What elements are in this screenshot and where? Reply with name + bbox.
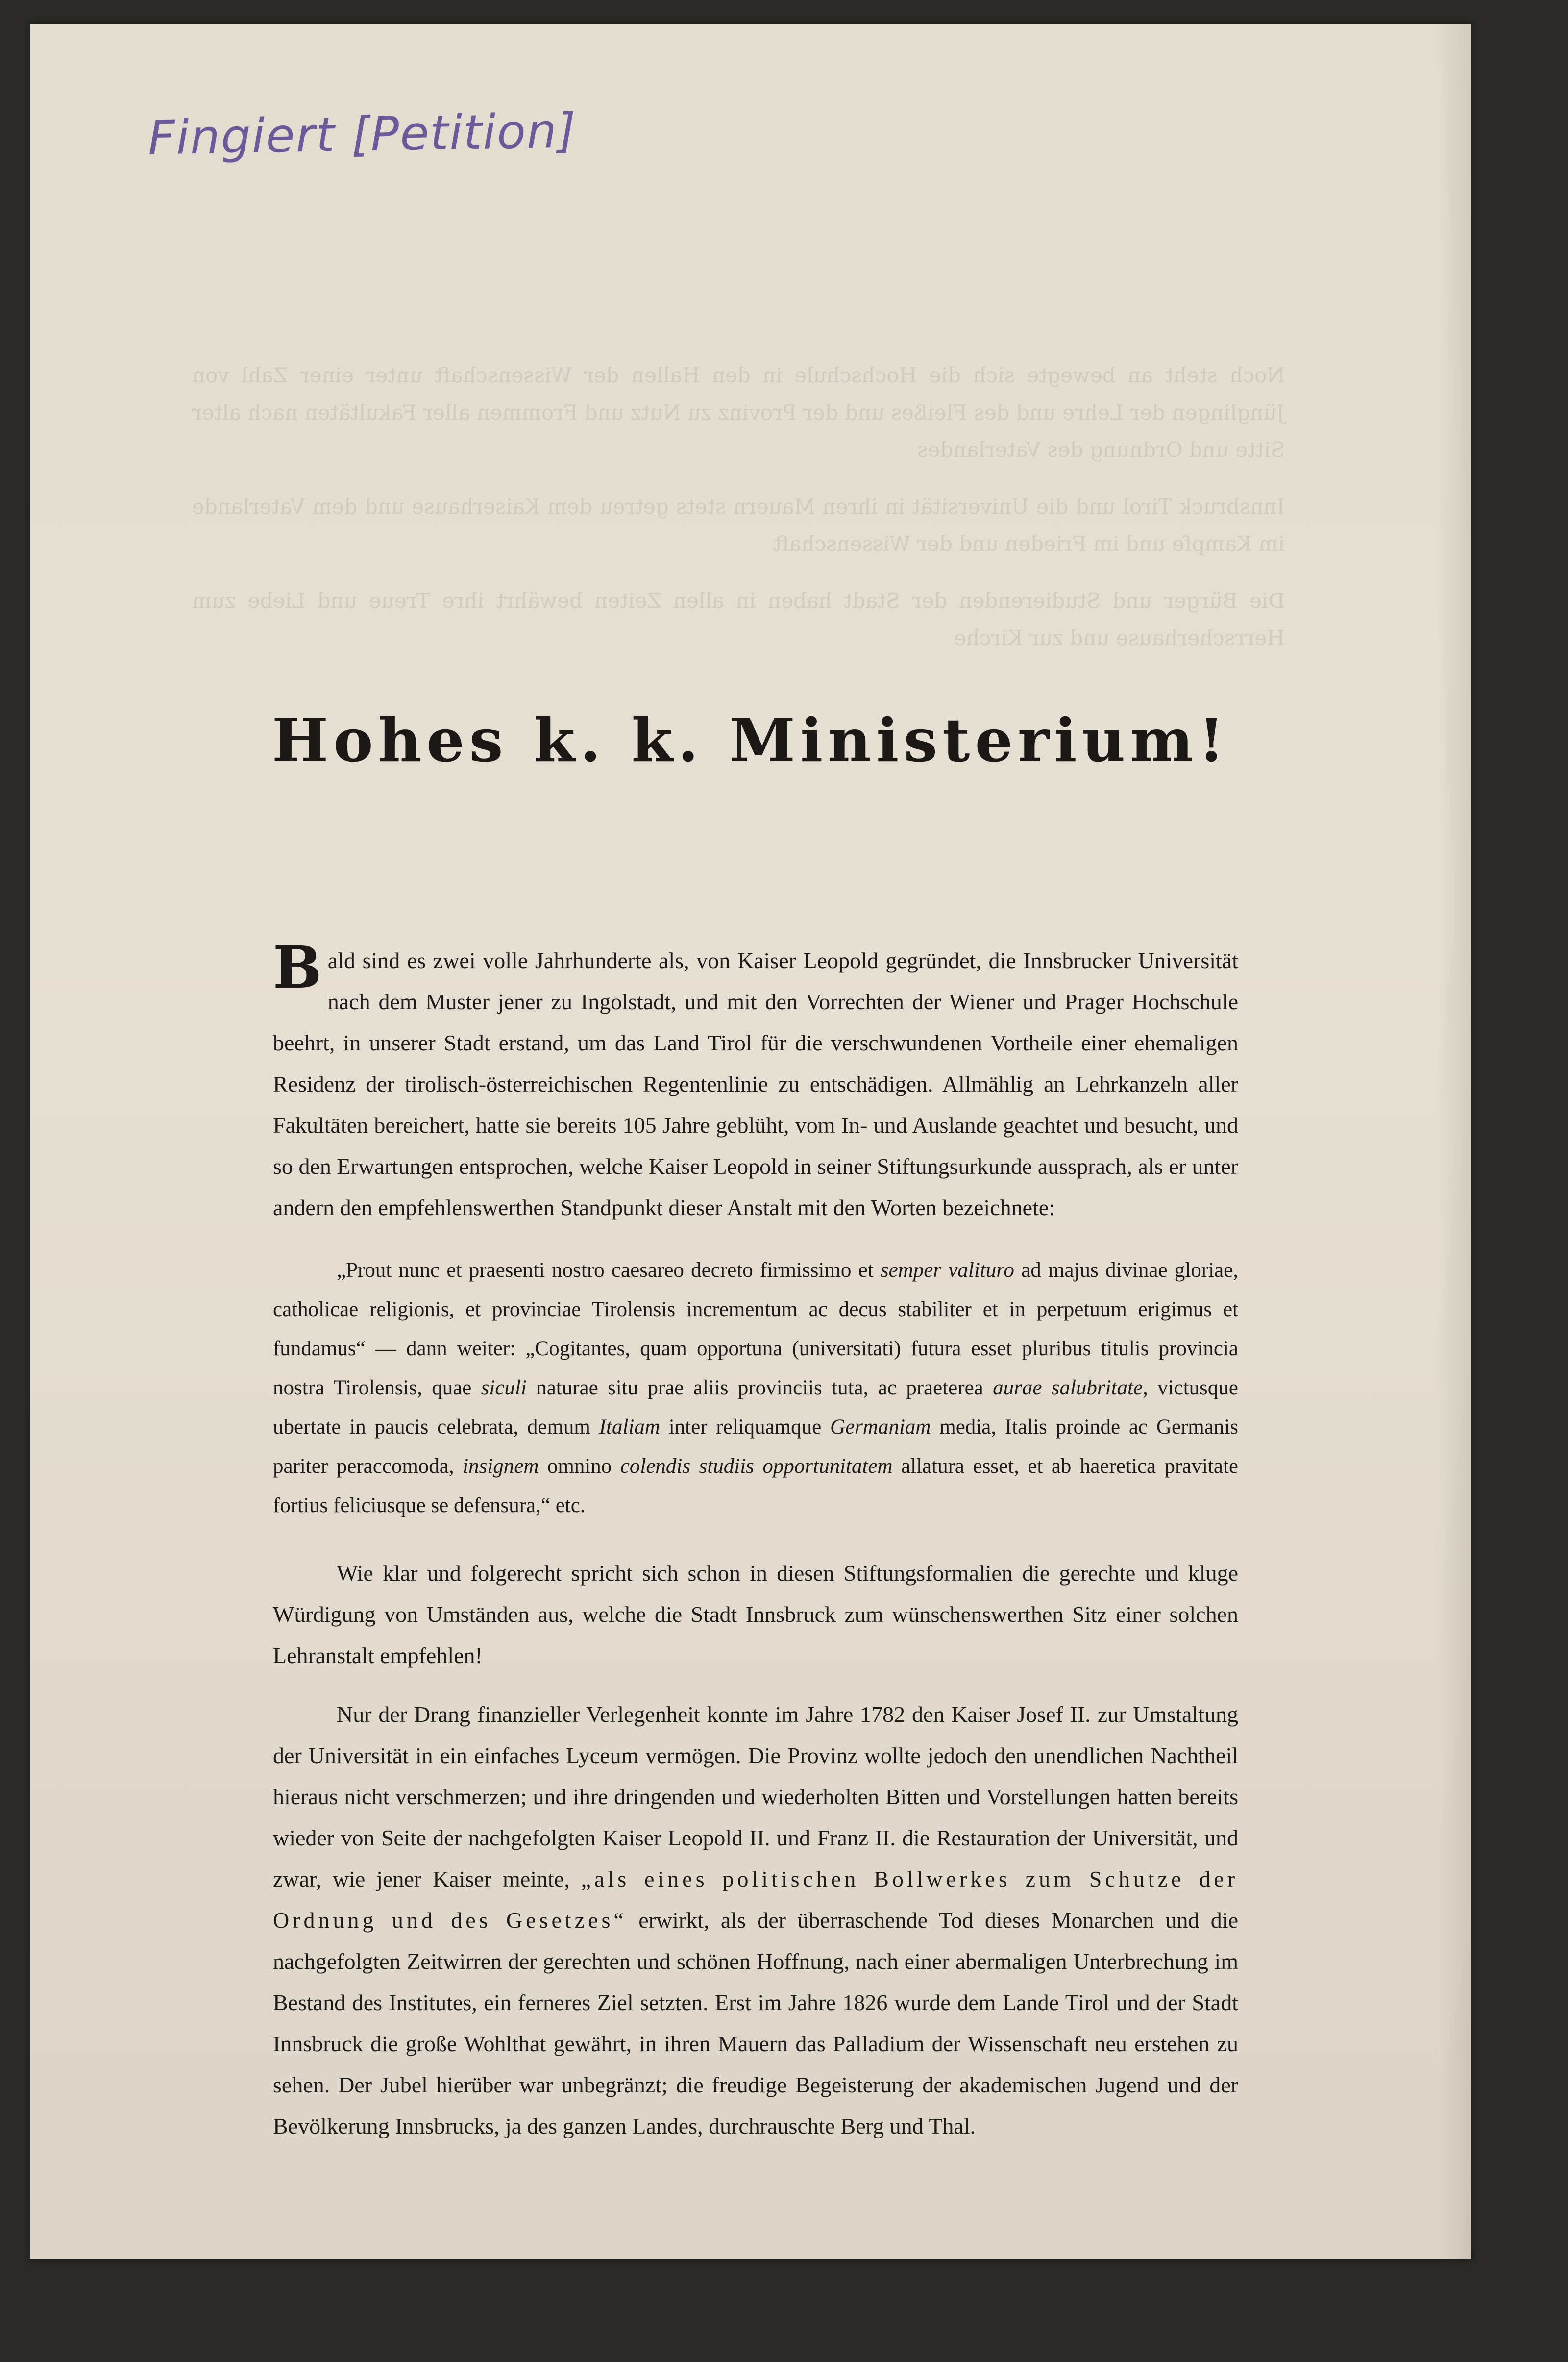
history-text: erwirkt, als der überraschende Tod dieses Monarchen und die nachgefolgten Zeitwirren der gerechten und schönen Hoffnung, nach einer abermaligen Unterbrechung im Bestand des Institutes, ein ferneres Ziel setzten. Erst im Jahre 1826 wurde dem Lande Tirol und der Stadt Innsbruck die große Wohlthat gewährt, in ihren Mauern das Palladium der Wissenschaft neu erstehen zu sehen. Der Jubel hierüber war unbegränzt; die freudige Begeisterung der akademischen Jugend und der Bevölkerung Innsbrucks, ja des ganzen Landes, durchrauschte Berg und Thal. xyxy=(273,1908,1238,2138)
paragraph-foundation-praise: Wie klar und folgerecht spricht sich schon in diesen Stiftungsformalien die gerechte und kluge Würdigung von Umständen aus, welche die Stadt Innsbruck zum wünschenswerthen Sitz einer solchen Lehranstalt empfehlen! xyxy=(273,1561,1238,1668)
document-body xyxy=(273,933,1239,2164)
quote-emphasis: colendis studiis opportunitatem xyxy=(620,1455,893,1478)
quote-text: inter reliquamque xyxy=(660,1416,831,1439)
document-title: Hohes k. k. Ministerium! xyxy=(271,705,1230,775)
quote-emphasis: siculi xyxy=(481,1376,527,1399)
quote-emphasis: Italiam xyxy=(599,1416,660,1439)
paragraph-foundation: Bald sind es zwei volle Jahrhunderte als, von Kaiser Leopold gegründet, die Innsbrucker Universität nach dem Muster jener zu Ingolstadt, und mit den Vorrechten der Wiener und Prager Hochschule beehrt, in unserer Stadt erstand, um das Land Tirol für die verschwundenen Vortheile einer ehemaligen Residenz der tirolisch-österreichischen Regentenlinie zu entschädigen. Allmählig an Lehrkanzeln aller Fakultäten bereichert, hatte sie bereits 105 Jahre geblüht, vom In- und Auslande geachtet und besucht, und so den Erwartungen entsprochen, welche Kaiser Leopold in seiner Stiftungsurkunde aussprach, als er unter andern den empfehlenswerthen Standpunkt dieser Anstalt mit den Worten bezeichnete: xyxy=(273,933,1238,1220)
document-page xyxy=(30,24,1471,2259)
latin-quotation xyxy=(273,1246,1238,1535)
quote-emphasis: insignem xyxy=(463,1455,539,1478)
quote-emphasis: aurae salubritate xyxy=(993,1376,1143,1399)
quote-text: „Prout nunc et praesenti nostro caesareo decreto firmissimo et xyxy=(337,1259,881,1282)
quote-emphasis: semper valituro xyxy=(880,1259,1014,1282)
quote-text: ad majus divinae gloriae, catholicae religionis, et provinciae Tirolensis incrementum ac decus stabiliter et in perpetuum erigimus et fundamus“ — dann weiter: „Cogitantes, quam opportuna (universitati) futura esset pluribus titulis provincia nostra Tirolensis, quae xyxy=(273,1259,1238,1399)
quote-text: media, Italis proinde ac Germanis pariter peraccomoda, xyxy=(273,1416,1238,1478)
quote-text: allatura esset, et ab haeretica pravitate fortius feliciusque se defensura,“ etc. xyxy=(273,1455,1238,1517)
quote-emphasis: Germaniam xyxy=(830,1416,931,1439)
paragraph-history xyxy=(273,1694,1238,2147)
quote-text: , victusque ubertate in paucis celebrata, demum xyxy=(273,1376,1238,1439)
quote-text: naturae situ prae aliis provinciis tuta, ac praeterea xyxy=(526,1376,993,1399)
quote-text: omnino xyxy=(539,1455,620,1478)
handwritten-annotation: Fingiert [Petition] xyxy=(147,103,578,166)
history-emphasis: „als eines politischen Bollwerkes zum Schutze der Ordnung und des Gesetzes“ xyxy=(273,1866,1239,1933)
show-through-reverse-side: Noch steht an bewegte sich die Hochschule in den Hallen der Wissenschaft unter einer Zahl von Jünglingen der Lehre und des Fleißes und der Provinz zu Nutz und Frommen aller Fakultäten nach alter Sitte und Ordnung des Vaterlandes Innsbruck Tirol und die Universität in ihren Mauern stets getreu dem Kaiserhause und dem Vaterlande im Kampfe und im Frieden und der Wissenschaft Die Bürger und Studierenden der Stadt haben in allen Zeiten bewährt ihre Treue und Liebe zum Herrscherhause und zur Kirche xyxy=(192,363,1285,650)
history-text: Nur der Drang finanzieller Verlegenheit konnte im Jahre 1782 den Kaiser Josef II. zur Umstaltung der Universität in ein einfaches Lyceum vermögen. Die Provinz wollte jedoch den unendlichen Nachtheil hieraus nicht verschmerzen; und ihre dringenden und wiederholten Bitten und Vorstellungen hatten bereits wieder von Seite der nachgefolgten Kaiser Leopold II. und Franz II. die Restauration der Universität, und zwar, wie jener Kaiser meinte, xyxy=(273,1702,1238,1891)
